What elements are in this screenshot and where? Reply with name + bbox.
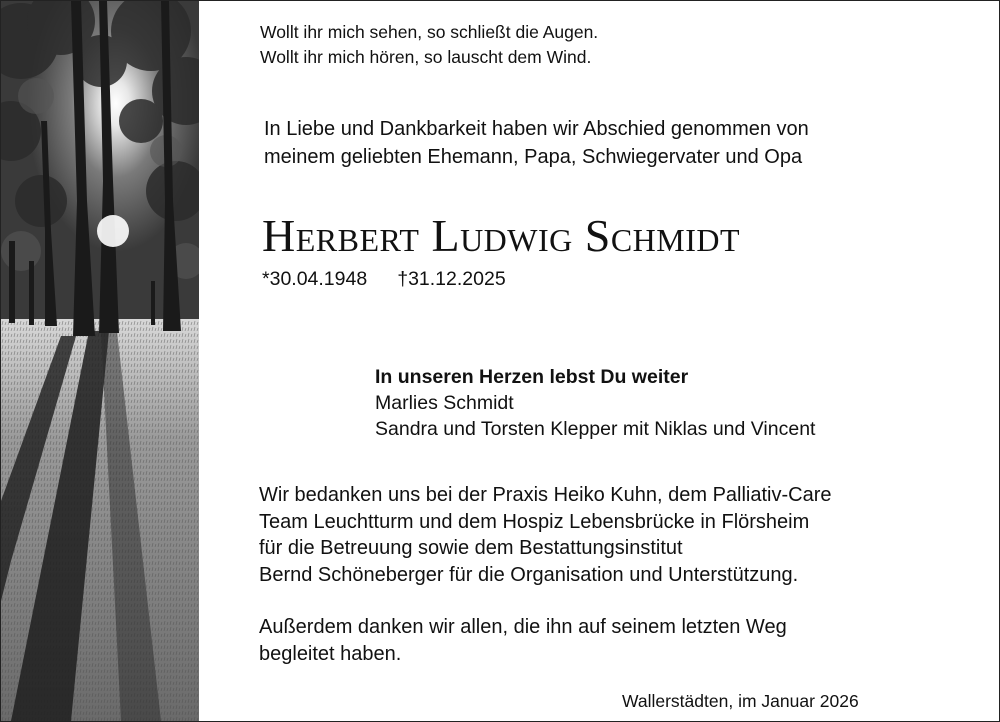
death-date: 31.12.2025 [408, 268, 506, 290]
thanks-line: begleitet haben. [259, 642, 402, 665]
intro-line: meinem geliebten Ehemann, Papa, Schwiegervater und Opa [264, 146, 803, 168]
motto [260, 20, 598, 70]
trees-sunlight-image [1, 1, 199, 721]
motto-line: Wollt ihr mich hören, so lauscht dem Wind. [260, 47, 592, 67]
birth-symbol: * [262, 268, 270, 290]
thanks-line: Team Leuchtturm und dem Hospiz Lebensbrücke in Flörsheim [259, 510, 810, 533]
trees-photo [1, 1, 199, 721]
death-symbol: † [397, 268, 409, 290]
place-and-date: Wallerstädten, im Januar 2026 [622, 691, 859, 711]
thanks-line: Außerdem danken wir allen, die ihn auf seinem letzten Weg [259, 616, 787, 638]
thanks-line: für die Betreuung sowie dem Bestattungsinstitut [259, 537, 683, 559]
birth-date: 30.04.1948 [269, 268, 368, 290]
thanks-paragraph-2 [259, 614, 787, 667]
motto-line: Wollt ihr mich sehen, so schließt die Augen. [260, 22, 599, 42]
intro-line: In Liebe und Dankbarkeit haben wir Abschied genommen von [264, 118, 809, 140]
thanks-line: Wir bedanken uns bei der Praxis Heiko Kuhn, dem Palliativ-Care [259, 484, 832, 506]
life-dates [262, 266, 506, 292]
thanks-line: Bernd Schöneberger für die Organisation und Unterstützung. [259, 563, 799, 586]
mourner-name: Marlies Schmidt [375, 392, 514, 414]
thanks-paragraph [259, 482, 832, 588]
intro-text [264, 115, 809, 171]
deceased-name: Herbert Ludwig Schmidt [262, 210, 741, 261]
mourner-name: Sandra und Torsten Klepper mit Niklas und Vincent [375, 418, 816, 440]
mourners-block [375, 364, 815, 442]
mourners-heading: In unseren Herzen lebst Du weiter [375, 366, 689, 388]
